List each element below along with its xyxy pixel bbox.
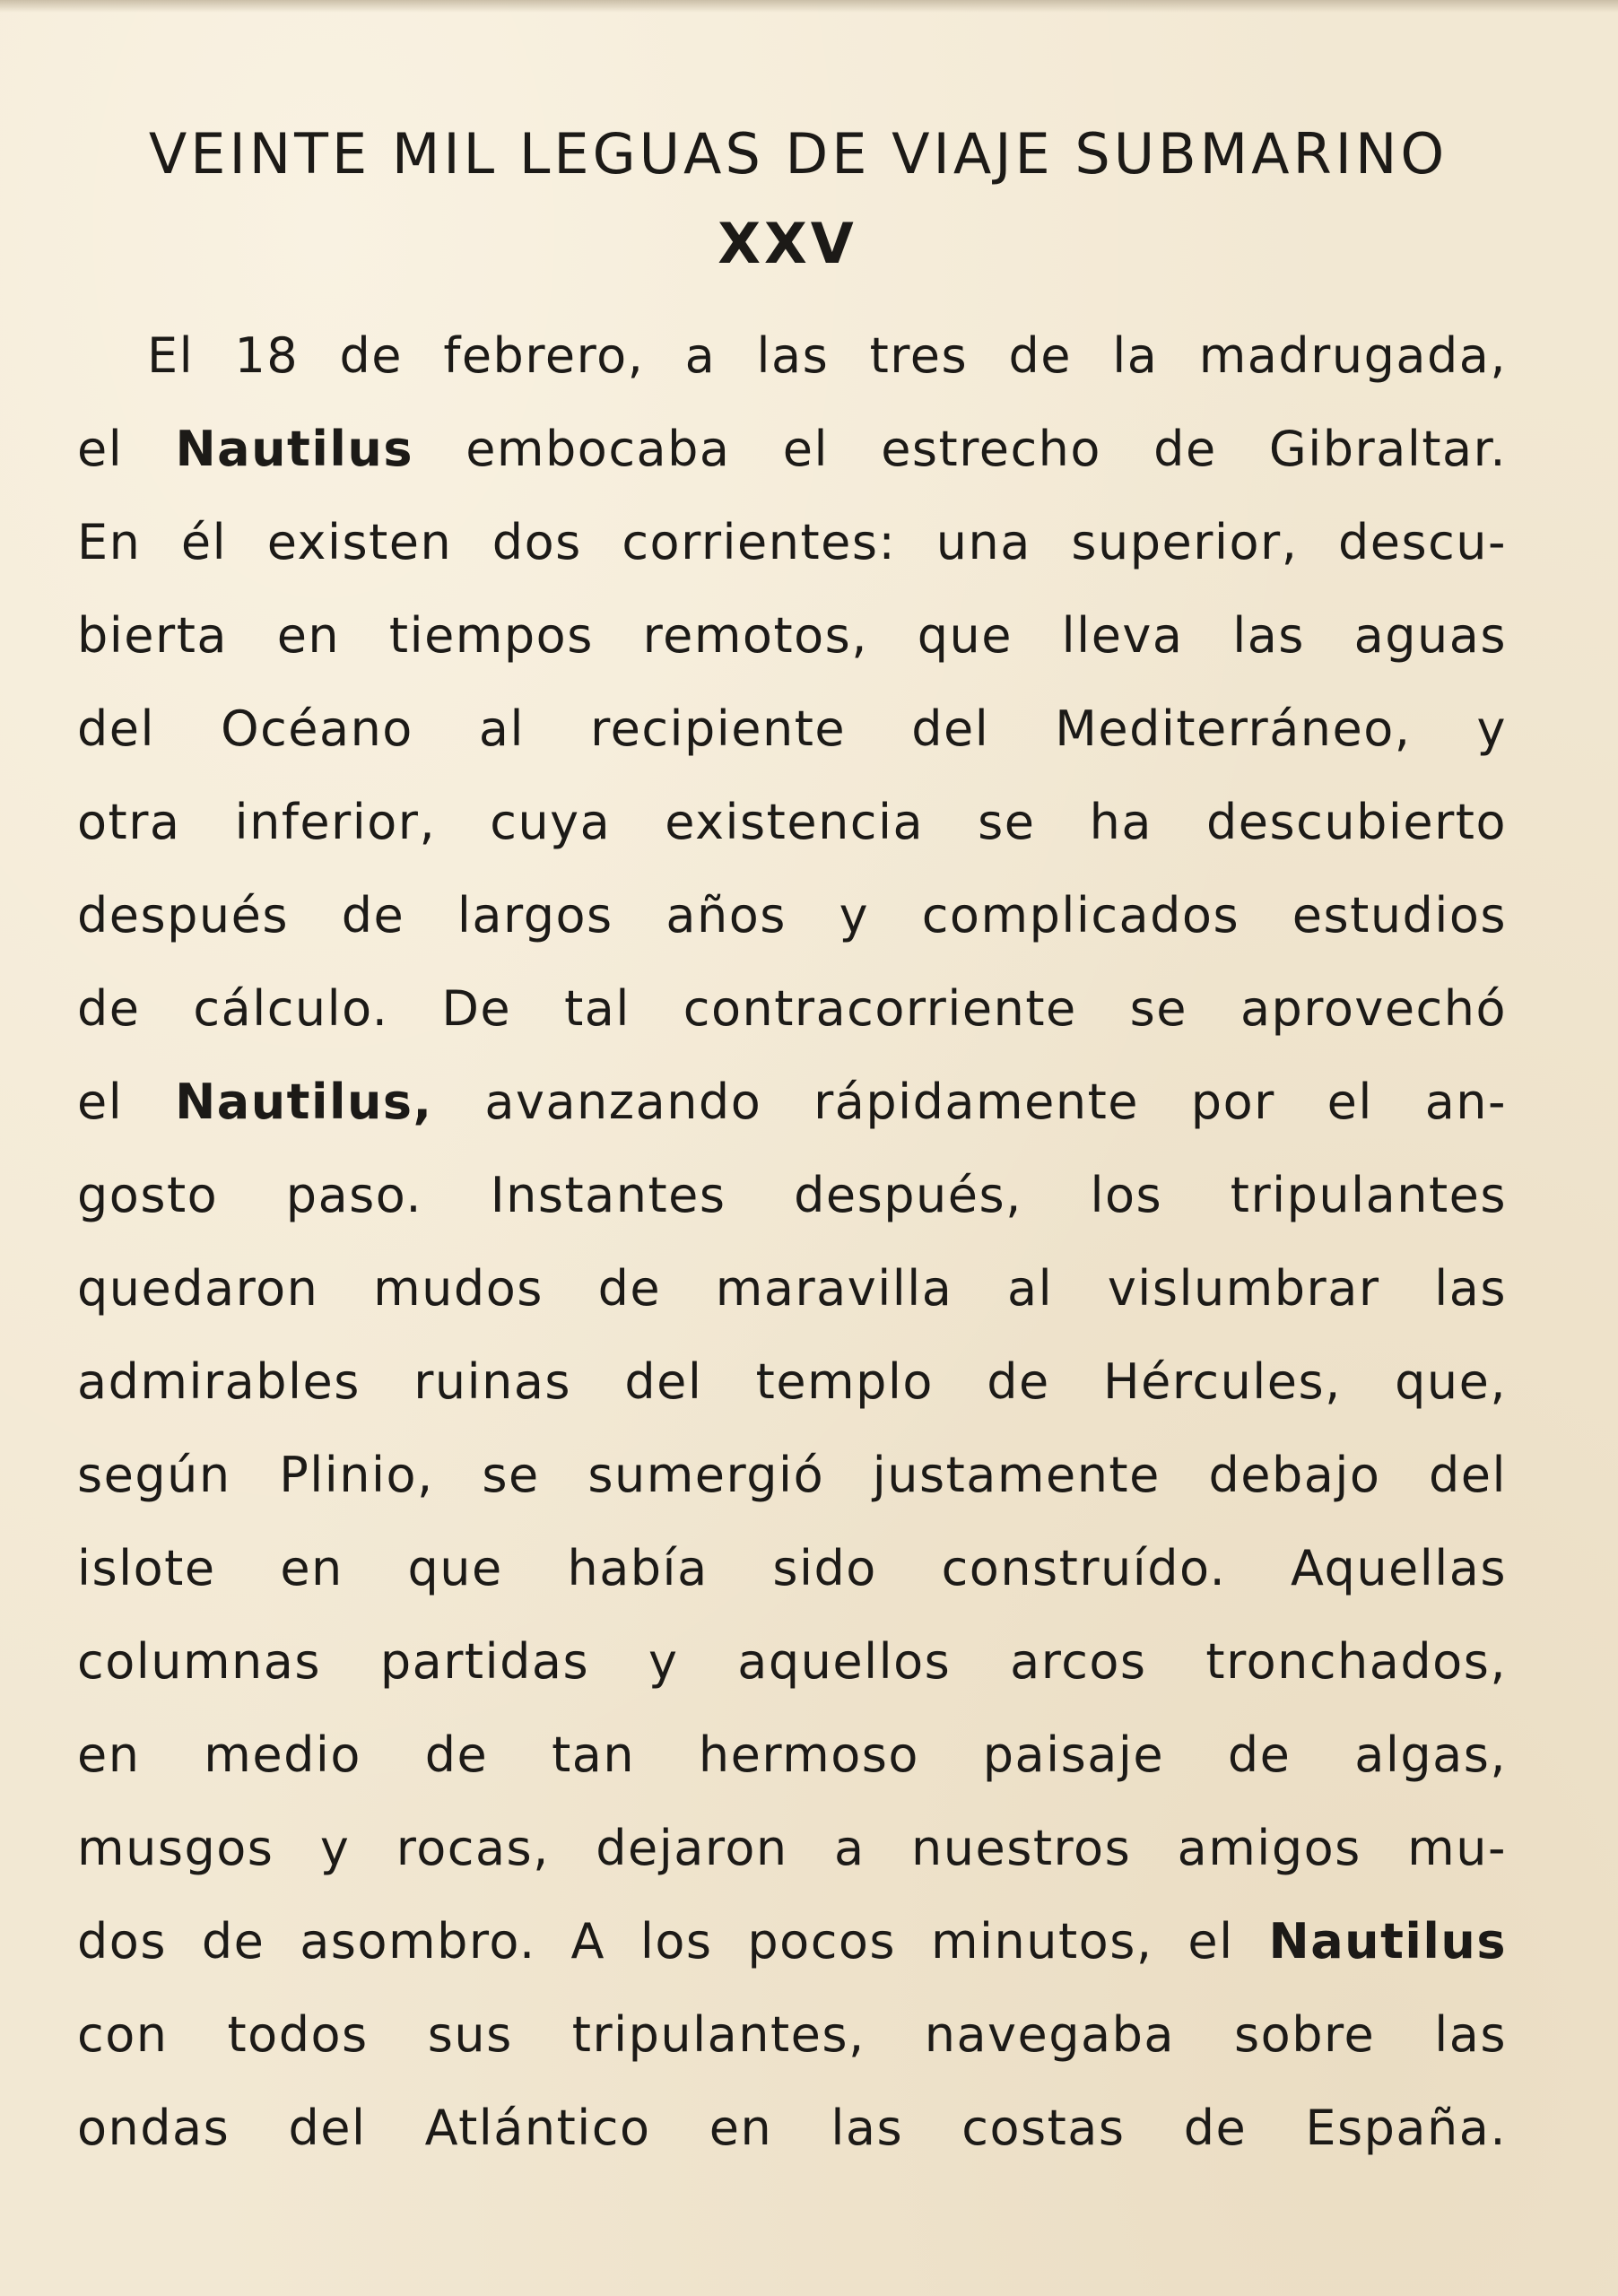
- book-title: VEINTE MIL LEGUAS DE VIAJE SUBMARINO: [148, 121, 1448, 187]
- text-line: columnas partidas y aquellos arcos tronchados,: [77, 1633, 1507, 1690]
- text-line: con todos sus tripulantes, navegaba sobre las: [77, 2006, 1507, 2063]
- text-line: quedaron mudos de maravilla al vislumbrar las: [77, 1260, 1507, 1317]
- text-line: admirables ruinas del templo de Hércules, que,: [77, 1353, 1507, 1410]
- text-line: otra inferior, cuya existencia se ha descubierto: [77, 794, 1507, 850]
- text-line: del Océano al recipiente del Mediterráneo, y: [77, 700, 1507, 757]
- text-line: dos de asombro. A los pocos minutos, el Nautilus: [77, 1913, 1507, 1970]
- text-line: gosto paso. Instantes después, los tripulantes: [77, 1167, 1507, 1223]
- text-line: el Nautilus, avanzando rápidamente por el an-: [77, 1074, 1508, 1130]
- chapter-number: XXV: [718, 211, 857, 276]
- text-line: después de largos años y complicados estudios: [77, 887, 1507, 944]
- body-paragraph: [77, 309, 1507, 2175]
- page-edge: [0, 0, 1618, 13]
- text-line: el Nautilus embocaba el estrecho de Gibraltar.: [77, 421, 1507, 477]
- text-line: ondas del Atlántico en las costas de España.: [77, 2100, 1507, 2156]
- text-line: de cálculo. De tal contracorriente se aprovechó: [77, 980, 1507, 1037]
- text-line: islote en que había sido construído. Aquellas: [77, 1540, 1507, 1596]
- text-line: En él existen dos corrientes: una superior, descu-: [77, 514, 1507, 570]
- text-line: según Plinio, se sumergió justamente debajo del: [77, 1447, 1507, 1503]
- text-line: El 18 de febrero, a las tres de la madrugada,: [147, 327, 1507, 384]
- text-line: en medio de tan hermoso paisaje de algas,: [77, 1726, 1507, 1783]
- ship-name: Nautilus,: [175, 1074, 433, 1130]
- text-line: bierta en tiempos remotos, que lleva las aguas: [77, 607, 1507, 664]
- ship-name: Nautilus: [1268, 1913, 1507, 1970]
- text-line: musgos y rocas, dejaron a nuestros amigos mu-: [77, 1820, 1507, 1876]
- ship-name: Nautilus: [175, 421, 413, 477]
